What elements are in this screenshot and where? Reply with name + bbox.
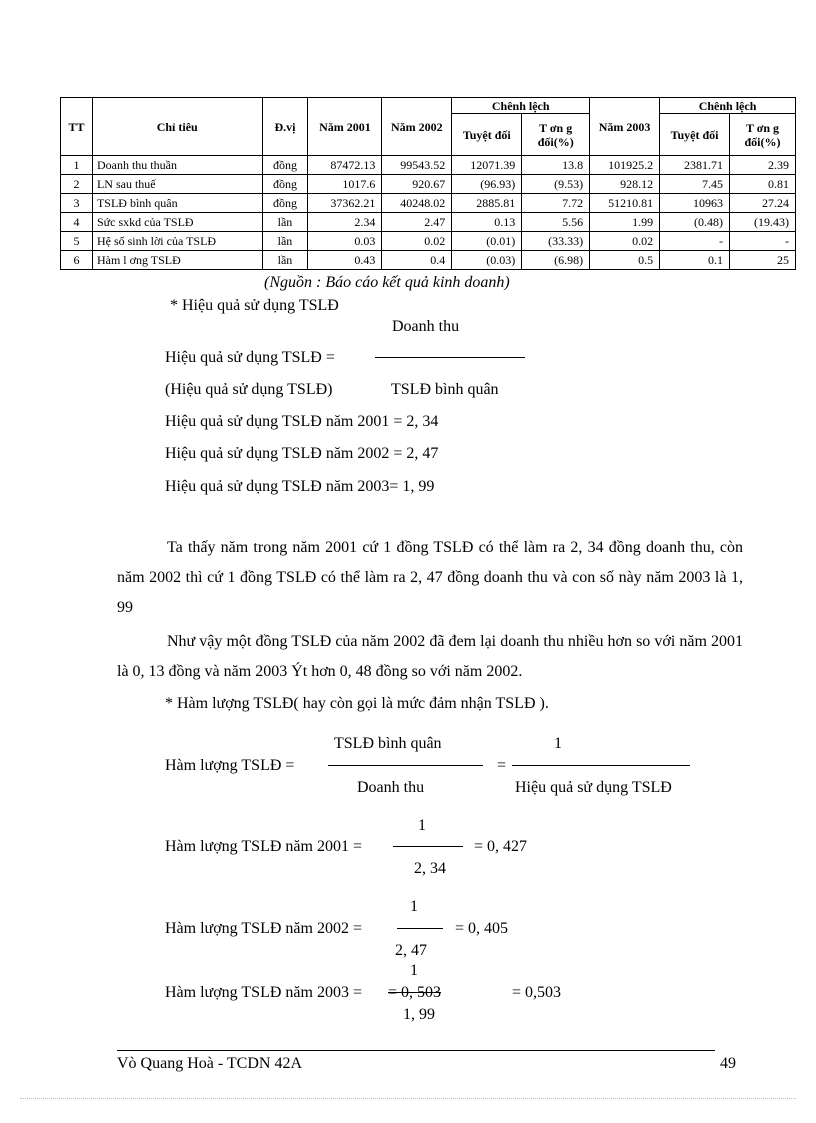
table-cell: 7.72	[522, 194, 590, 213]
table-cell: 0.1	[660, 251, 730, 270]
table-cell: 6	[61, 251, 93, 270]
header-chenh-lech-1: Chênh lệch	[452, 98, 590, 114]
table-cell: 0.02	[590, 232, 660, 251]
table-cell: -	[660, 232, 730, 251]
table-cell: 87472.13	[308, 156, 382, 175]
section2-den2: Hiệu quả sử dụng TSLĐ	[515, 779, 672, 796]
table-row	[61, 156, 796, 175]
table-cell: 25	[730, 251, 796, 270]
table-cell: 1	[61, 156, 93, 175]
content-2002-den: 2, 47	[395, 942, 427, 959]
table-cell: 2.47	[382, 213, 452, 232]
table-cell: 4	[61, 213, 93, 232]
table-cell: (0.48)	[660, 213, 730, 232]
content-2001-result: = 0, 427	[474, 838, 528, 855]
table-row	[61, 232, 796, 251]
table-cell: 0.02	[382, 232, 452, 251]
section2-den1: Doanh thu	[357, 779, 425, 796]
content-2002-label: Hàm lượng TSLĐ năm 2002 =	[165, 920, 362, 937]
table-row	[61, 213, 796, 232]
table-cell: (96.93)	[452, 175, 522, 194]
table-cell: lần	[262, 232, 308, 251]
table-cell: 920.67	[382, 175, 452, 194]
section1-denominator: TSLĐ bình quân	[391, 381, 499, 398]
header-tuong-doi-2: T ơn g đối(%)	[730, 114, 796, 156]
table-row	[61, 194, 796, 213]
table-cell: 5	[61, 232, 93, 251]
table-row	[61, 251, 796, 270]
content-2003-label: Hàm lượng TSLĐ năm 2003 =	[165, 984, 362, 1001]
table-cell: 37362.21	[308, 194, 382, 213]
table-cell: 101925.2	[590, 156, 660, 175]
efficiency-2003: Hiệu quả sử dụng TSLĐ năm 2003= 1, 99	[165, 478, 435, 495]
table-cell: 0.4	[382, 251, 452, 270]
paragraph-2: Như vậy một đồng TSLĐ của năm 2002 đã đem lại doanh thu nhiều hơn so với năm 2001 là 0, 13 đồng và năm 2003 Ýt hơn 0, 48 đồng so với năm 2002.	[117, 633, 743, 680]
section2-lhs: Hàm lượng TSLĐ =	[165, 757, 295, 774]
efficiency-2002: Hiệu quả sử dụng TSLĐ năm 2002 = 2, 47	[165, 445, 439, 462]
content-2002-num: 1	[410, 898, 418, 915]
section2-num2: 1	[554, 735, 562, 752]
section2-fraction-line-1	[328, 765, 483, 766]
table-cell: lần	[262, 213, 308, 232]
content-2003-den: 1, 99	[403, 1006, 435, 1023]
table-cell: đồng	[262, 156, 308, 175]
table-cell: 1017.6	[308, 175, 382, 194]
table-cell: (6.98)	[522, 251, 590, 270]
section2-title: * Hàm lượng TSLĐ( hay còn gọi là mức đảm nhận TSLĐ ).	[165, 695, 549, 712]
table-cell: đồng	[262, 194, 308, 213]
table-cell: 1.99	[590, 213, 660, 232]
table-cell: (33.33)	[522, 232, 590, 251]
content-2001-num: 1	[418, 817, 426, 834]
header-tuyet-doi-1: Tuyệt đối	[452, 114, 522, 156]
section1-lhs: Hiệu quả sử dụng TSLĐ =	[165, 349, 335, 366]
table-cell: 2381.71	[660, 156, 730, 175]
page-number: 49	[720, 1055, 736, 1072]
section2-num1: TSLĐ bình quân	[334, 735, 442, 752]
content-2003-strike: = 0, 503	[388, 984, 442, 1001]
content-2002-line	[397, 928, 443, 929]
footer-rule	[117, 1050, 715, 1051]
content-2002-result: = 0, 405	[455, 920, 509, 937]
source-note: (Nguồn : Báo cáo kết quả kinh doanh)	[264, 274, 510, 291]
table-cell: 5.56	[522, 213, 590, 232]
table-cell: 2.39	[730, 156, 796, 175]
table-cell: lần	[262, 251, 308, 270]
footer-author: Vò Quang Hoà - TCDN 42A	[117, 1055, 303, 1072]
header-nam-2003: Năm 2003	[590, 98, 660, 156]
table-cell: 2.34	[308, 213, 382, 232]
table-cell: 2885.81	[452, 194, 522, 213]
table-cell: 51210.81	[590, 194, 660, 213]
header-chenh-lech-2: Chênh lệch	[660, 98, 796, 114]
section1-fraction-line	[375, 357, 525, 358]
table-cell: 13.8	[522, 156, 590, 175]
table-cell: 27.24	[730, 194, 796, 213]
section1-numerator: Doanh thu	[392, 318, 460, 335]
table-cell: 928.12	[590, 175, 660, 194]
header-tuong-doi-1: T ơn g đối(%)	[522, 114, 590, 156]
table-cell: 0.5	[590, 251, 660, 270]
financial-table	[60, 97, 796, 270]
section1-lhs-note: (Hiệu quả sử dụng TSLĐ)	[165, 381, 333, 398]
section2-eq: =	[497, 757, 507, 774]
table-cell: 40248.02	[382, 194, 452, 213]
table-cell: Doanh thu thuần	[92, 156, 262, 175]
header-tuyet-doi-2: Tuyệt đối	[660, 114, 730, 156]
table-cell: 0.13	[452, 213, 522, 232]
table-cell: Hệ số sinh lời của TSLĐ	[92, 232, 262, 251]
table-cell: 10963	[660, 194, 730, 213]
table-cell: (19.43)	[730, 213, 796, 232]
table-cell: (9.53)	[522, 175, 590, 194]
table-cell: (0.01)	[452, 232, 522, 251]
table-cell: 0.03	[308, 232, 382, 251]
table-cell: TSLĐ bình quân	[92, 194, 262, 213]
table-cell: 99543.52	[382, 156, 452, 175]
header-dvi: Đ.vị	[262, 98, 308, 156]
table-cell: đồng	[262, 175, 308, 194]
content-2001-den: 2, 34	[414, 860, 446, 877]
efficiency-2001: Hiệu quả sử dụng TSLĐ năm 2001 = 2, 34	[165, 413, 439, 430]
section1-title: * Hiệu quả sử dụng TSLĐ	[170, 297, 339, 314]
table-cell: 0.43	[308, 251, 382, 270]
header-tt: TT	[61, 98, 93, 156]
table-row	[61, 175, 796, 194]
table-cell: 2	[61, 175, 93, 194]
table-cell: 12071.39	[452, 156, 522, 175]
table-cell: 3	[61, 194, 93, 213]
section2-fraction-line-2	[512, 765, 690, 766]
table-cell: Sức sxkd của TSLĐ	[92, 213, 262, 232]
content-2003-result: = 0,503	[512, 984, 562, 1001]
header-nam-2002: Năm 2002	[382, 98, 452, 156]
page-border	[20, 1098, 796, 1099]
paragraph-1: Ta thấy năm trong năm 2001 cứ 1 đồng TSLĐ có thể làm ra 2, 34 đồng doanh thu, còn năm 2002 thì cứ 1 đồng TSLĐ có thể làm ra 2, 47 đồng doanh thu và con số này năm 2003 là 1, 99	[117, 539, 743, 616]
header-chi-tieu: Chỉ tiêu	[92, 98, 262, 156]
header-nam-2001: Năm 2001	[308, 98, 382, 156]
table-cell: 7.45	[660, 175, 730, 194]
content-2001-label: Hàm lượng TSLĐ năm 2001 =	[165, 838, 362, 855]
table-cell: Hàm l ơng TSLĐ	[92, 251, 262, 270]
table-cell: (0.03)	[452, 251, 522, 270]
table-cell: 0.81	[730, 175, 796, 194]
content-2001-line	[393, 846, 463, 847]
table-cell: -	[730, 232, 796, 251]
content-2003-num: 1	[410, 962, 418, 979]
table-cell: LN sau thuế	[92, 175, 262, 194]
